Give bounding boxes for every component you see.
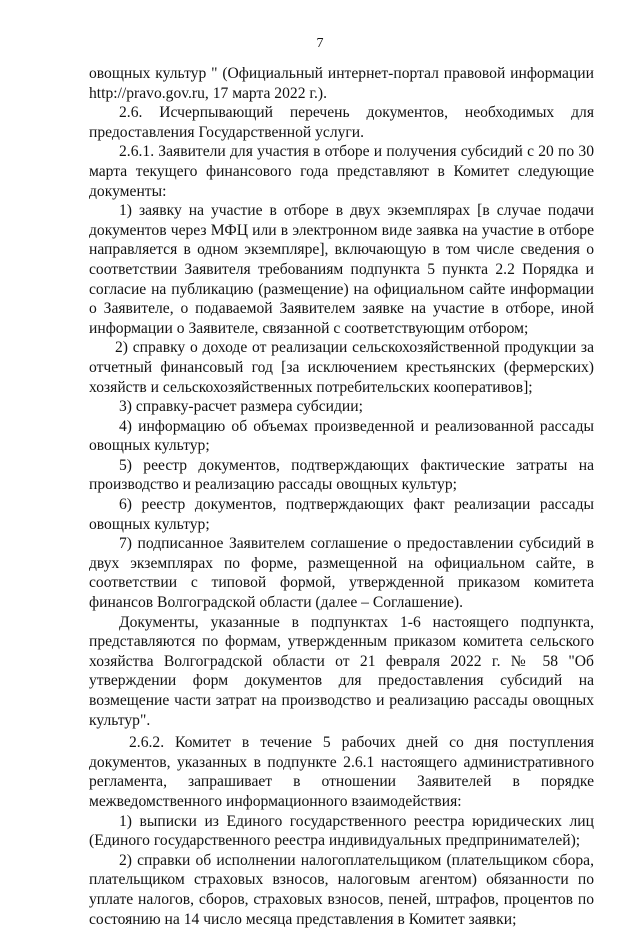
- paragraph: 4) информацию об объемах произведенной и реализованной рассады овощных культур;: [89, 417, 594, 455]
- paragraph: 1) заявку на участие в отборе в двух экземплярах [в случае подачи документов через МФЦ или в электронном виде заявка на участие в отборе направляется в одном экземпляре], включающую в том числе сведения о соответствии Заявителя требованиям подпункта 5 пункта 2.2 Порядка и согласие на публикацию (размещение) на официальном сайте информации о Заявителе, о подаваемой Заявителем заявке на участие в отборе, иной информации о Заявителе, связанной с соответствующим отбором;: [89, 202, 594, 337]
- paragraph: 6) реестр документов, подтверждающих факт реализации рассады овощных культур;: [89, 496, 594, 533]
- paragraph: 2.6. Исчерпывающий перечень документов, необходимых для предоставления Государственной услуги.: [89, 104, 594, 141]
- paragraph: 7) подписанное Заявителем соглашение о предоставлении субсидий в двух экземплярах по форме, размещенной на официальном сайте, в соответствии с типовой формой, утвержденной приказом комитета финансов Волгоградской области (далее – Соглашение).: [89, 535, 594, 612]
- paragraph: 5) реестр документов, подтверждающих фактические затраты на производство и реализацию рассады овощных культур;: [89, 456, 594, 494]
- paragraph: 2.6.2. Комитет в течение 5 рабочих дней со дня поступления документов, указанных в подпункте 2.6.1 настоящего административного регламента, запрашивает в отношении Заявителей в порядке межведомственного информационного взаимодействия:: [89, 734, 594, 810]
- paragraph: 1) выписки из Единого государственного реестра юридических лиц (Единого государственного реестра индивидуальных предпринимателей);: [89, 812, 594, 850]
- paragraph: 2) справки об исполнении налогоплательщиком (плательщиком сбора, плательщиком страховых взносов, налоговым агентом) обязанности по уплате налогов, сборов, страховых взносов, пеней, штрафов, процентов по состоянию на 14 число месяца представления в Комитет заявки;: [89, 851, 594, 928]
- paragraph: 3) справку-расчет размера субсидии;: [119, 398, 363, 416]
- paragraph: 2.6.1. Заявители для участия в отборе и получения субсидий с 20 по 30 марта текущего финансового года представляют в Комитет следующие документы:: [89, 143, 594, 200]
- paragraph: овощных культур " (Официальный интернет-портал правовой информации http://pravo.gov.ru, 17 марта 2022 г.).: [89, 65, 594, 102]
- document-body: [89, 64, 594, 929]
- paragraph: 2) справку о доходе от реализации сельскохозяйственной продукции за отчетный финансовый год [за исключением крестьянских (фермерских) хозяйств и сельскохозяйственных потребительских кооперативов];: [89, 339, 594, 396]
- paragraph: Документы, указанные в подпунктах 1-6 настоящего подпункта, представляются по формам, утвержденным приказом комитета сельского хозяйства Волгоградской области от 21 февраля 2022 г. № 58 "Об утверждении форм документов для предоставления субсидий на возмещение части затрат на производство и реализацию рассады овощных культур".: [89, 613, 594, 729]
- page-number: 7: [316, 36, 324, 51]
